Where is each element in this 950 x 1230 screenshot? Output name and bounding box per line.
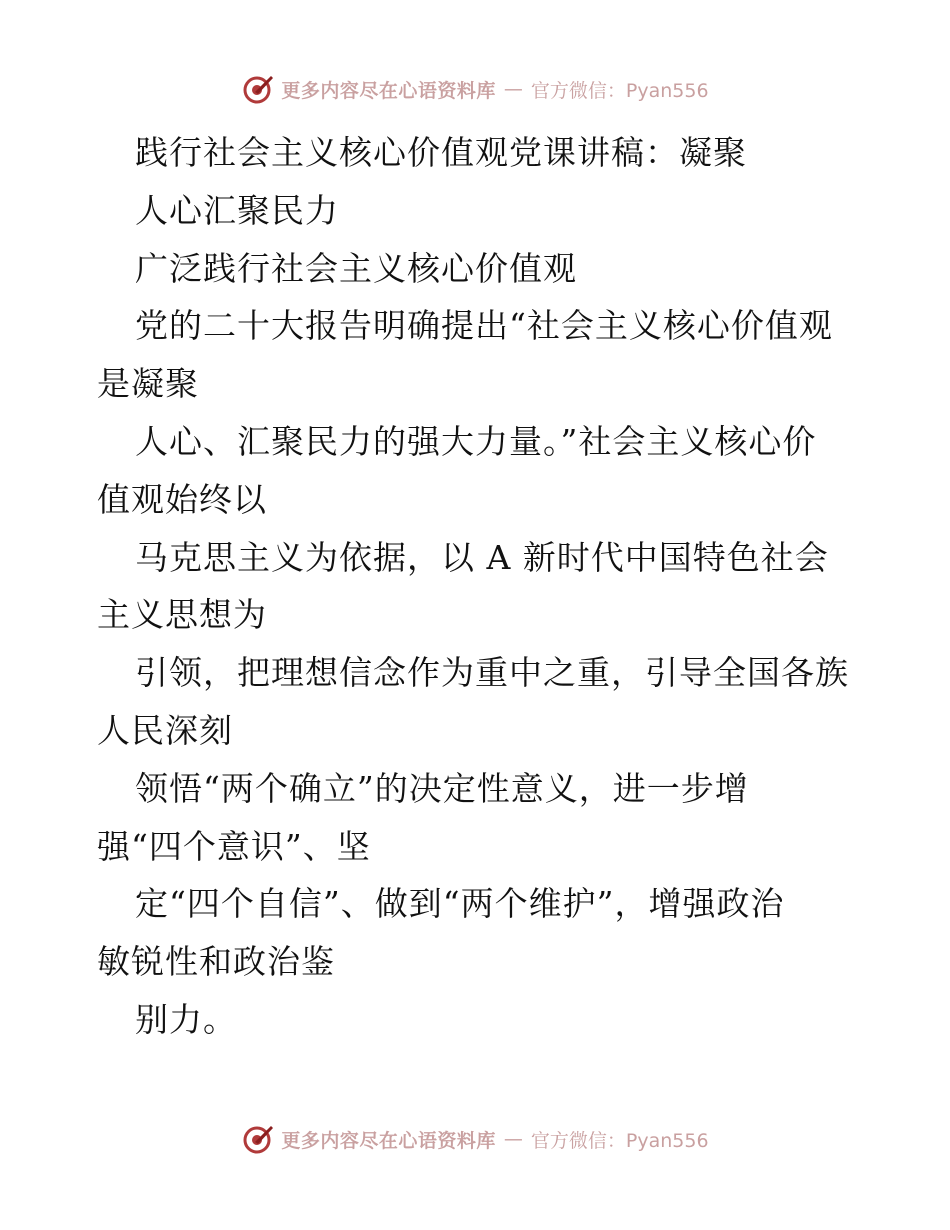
text-line: 人心、汇聚民力的强大力量。”社会主义核心价 [135,421,817,461]
text-line: 敏锐性和政治鉴 [97,942,335,982]
text-line: 领悟“两个确立”的决定性意义，进一步增 [135,768,749,808]
text-line: 主义思想为 [97,595,267,635]
banner-brand-text: 更多内容尽在心语资料库 [281,1129,496,1152]
text-line: 引领，把理想信念作为重中之重，引导全国各族 [135,653,849,693]
text-line: 定“四个自信”、做到“两个维护”，增强政治 [135,884,785,924]
quill-seal-icon [241,72,275,106]
footer-banner [0,1122,950,1156]
text-line: 值观始终以 [97,479,267,519]
text-line: 强“四个意识”、坚 [97,826,371,866]
text-line: 广泛践行社会主义核心价值观 [135,248,577,288]
banner-separator: — [503,1128,523,1150]
text-line: 马克思主义为依据，以 A 新时代中国特色社会 [135,537,829,577]
banner-contact-text: 官方微信：Pyan556 [530,1129,709,1152]
banner-brand-text: 更多内容尽在心语资料库 [281,79,496,102]
text-line: 人心汇聚民力 [135,190,339,230]
text-line: 党的二十大报告明确提出“社会主义核心价值观 [135,306,833,346]
banner-separator: — [503,78,523,100]
document-body [97,124,857,1049]
quill-seal-icon [241,1122,275,1156]
text-line: 践行社会主义核心价值观党课讲稿：凝聚 [135,133,747,172]
banner-contact-text: 官方微信：Pyan556 [530,79,709,102]
header-banner [0,72,950,106]
text-line: 人民深刻 [97,710,233,750]
text-line: 是凝聚 [97,364,199,404]
text-line: 别力。 [135,999,237,1039]
